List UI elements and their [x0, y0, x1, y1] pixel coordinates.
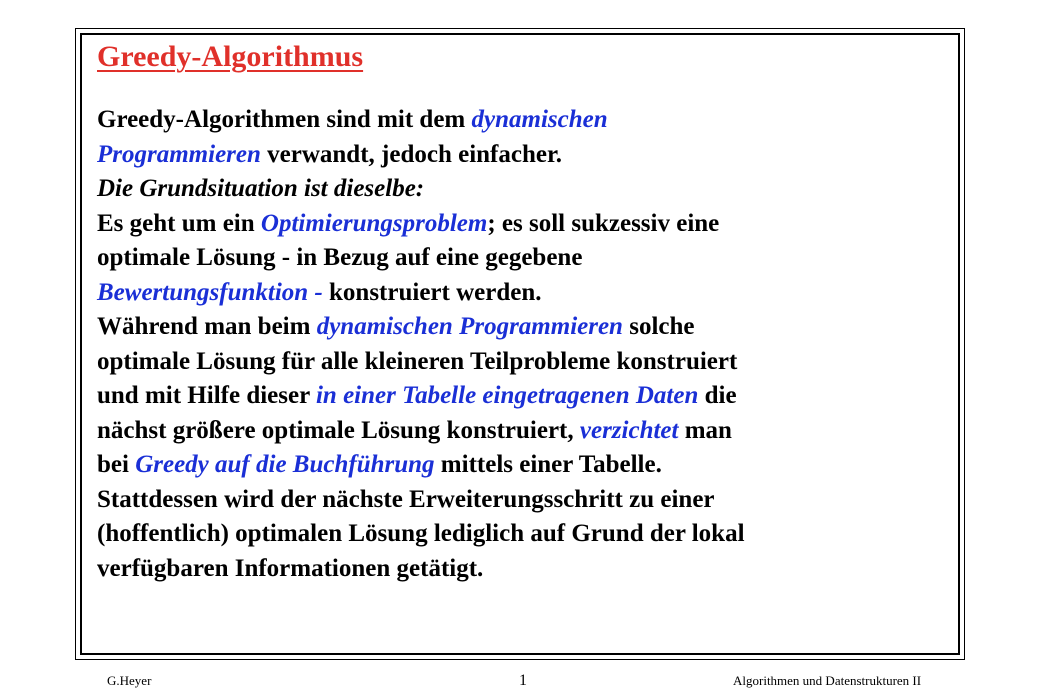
body-text-run: Stattdessen wird der nächste Erweiterungsschritt zu einer — [97, 485, 715, 513]
body-line — [97, 448, 937, 483]
highlighted-term: dynamischen — [471, 106, 608, 133]
slide-title: Greedy-Algorithmus — [97, 40, 364, 73]
body-text-run: nächst größere optimale Lösung konstruiert, — [97, 416, 580, 444]
highlighted-term: verzichtet — [579, 416, 679, 444]
body-text-run: bei — [97, 451, 136, 478]
highlighted-term: Programmieren — [97, 140, 261, 168]
body-text-run: ; es soll sukzessiv eine — [487, 209, 720, 237]
highlighted-term: Greedy auf die Buchführung — [135, 451, 435, 478]
body-text-run: Während man beim — [97, 313, 317, 340]
body-line — [97, 276, 937, 311]
body-text-run: mittels einer Tabelle. — [434, 451, 662, 478]
body-text-run: verfügbaren Informationen getätigt. — [97, 554, 484, 582]
body-line — [97, 552, 937, 587]
body-text-run: solche — [622, 313, 695, 340]
italic-text: Die Grundsituation ist dieselbe: — [97, 175, 425, 202]
highlighted-term: dynamischen Programmieren — [316, 313, 623, 340]
body-text-run: Greedy-Algorithmen sind mit dem — [97, 106, 472, 133]
body-line — [97, 483, 937, 518]
body-line — [97, 241, 937, 276]
body-text-run: die — [698, 382, 737, 409]
body-text-run: konstruiert werden. — [329, 278, 542, 306]
body-text-run: man — [678, 416, 732, 444]
body-line — [97, 345, 937, 380]
body-line — [97, 103, 937, 138]
body-line — [97, 517, 937, 552]
footer-course-title: Algorithmen und Datenstrukturen II — [733, 673, 922, 688]
footer-page-number: 1 — [519, 672, 527, 689]
highlighted-term: Optimierungsproblem — [260, 209, 488, 237]
body-line — [97, 172, 937, 207]
body-text-run: verwandt, jedoch einfacher. — [260, 140, 563, 168]
body-line — [97, 379, 937, 414]
body-text-run: (hoffentlich) optimalen Lösung lediglich auf Grund der lokal — [97, 520, 745, 547]
body-line — [97, 414, 937, 449]
body-text-run: Es geht um ein — [97, 209, 261, 237]
body-text-run: optimale Lösung - in Bezug auf eine gegebene — [97, 244, 583, 271]
body-line — [97, 138, 937, 173]
footer-author: G.Heyer — [107, 673, 152, 688]
highlighted-term: in einer Tabelle eingetragenen Daten — [315, 382, 699, 409]
body-line — [97, 207, 937, 242]
slide-body-text — [97, 103, 937, 586]
body-text-run: und mit Hilfe dieser — [97, 382, 316, 409]
highlighted-term: Bewertungsfunktion - — [97, 278, 330, 306]
body-text-run: optimale Lösung für alle kleineren Teilprobleme konstruiert — [97, 347, 738, 375]
body-line — [97, 310, 937, 345]
